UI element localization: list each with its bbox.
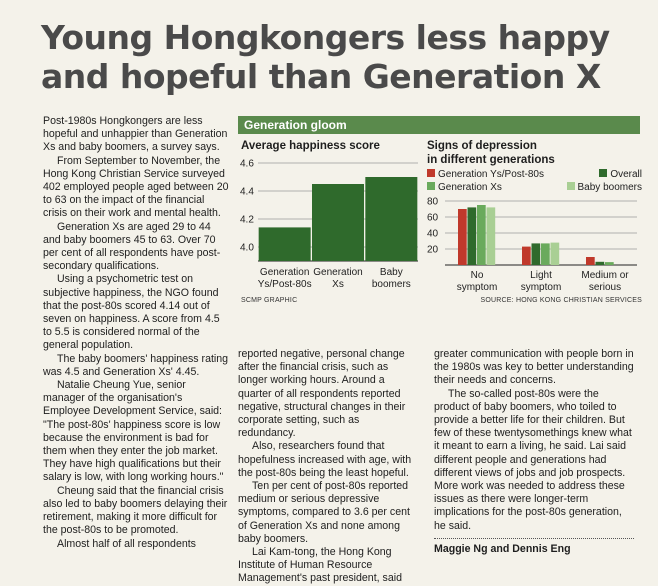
x-tick-label: Generation [313,267,363,278]
legend-label: Baby boomers [577,182,642,193]
paragraph: Also, researchers found that hopefulness increased with age, with the post-80s being the least hopeful. [238,440,412,479]
y-tick-label: 4.2 [240,214,254,226]
paragraph: Almost half of all respondents [57,537,196,550]
y-tick-label: 40 [427,228,439,240]
happiness-bar [312,184,364,261]
legend-swatch [427,169,435,177]
headline: Young Hongkongers less happy and hopeful than Generation X [41,18,610,96]
paragraph: The baby boomers' happiness rating was 4.5 and Generation Xs' 4.45. [43,352,229,378]
x-tick-label: symptom [456,282,498,293]
depression-chart-legend [427,168,642,194]
paragraph: Natalie Cheung Yue, senior manager of the organisation's Employee Development Service, said: "The post-80s' happiness score is low because the environment is bad for them when they enter the job market. They have high qualifications but their salary is low, with long working hours." [43,379,224,484]
paragraph: Using a psychometric test on subjective happiness, the NGO found that the post-80s scored 4.14 out of seven on happiness. A score from 4.5 to 5.5 is considered normal of the general population. [43,273,220,352]
legend-label: Generation Ys/Post-80s [438,169,544,180]
y-tick-label: 60 [427,212,439,224]
article-column-1 [43,115,229,551]
graphic-source: SOURCE: HONG KONG CHRISTIAN SERVICES [480,297,642,304]
depression-bar [458,209,467,265]
depression-bar [532,243,541,265]
x-tick-label: Light [530,270,552,281]
x-tick-label: Baby [379,267,403,278]
paragraph: Post-1980s Hongkongers are less hopeful and unhappier than Generation Xs and baby boomers, a survey says. [43,115,228,154]
x-tick-label: Xs [332,279,344,290]
paragraph: The so-called post-80s were the product of baby boomers, who toiled to provide a better life for their children. But few of these twentysomethings knew what it meant to earn a living, he said. Lai said different people and generations had different views of jobs and job prospects. More work was needed to address these issues as there were longer-term implications for the post-80s generation, he said. [434,387,632,532]
depression-bar [477,205,486,265]
legend-item [427,181,502,194]
legend-item [427,168,544,181]
paragraph: greater communication with people born in the 1980s was key to better understanding their needs and concerns. [434,348,634,387]
graphic-title: Generation gloom [238,116,640,134]
legend-swatch [599,169,607,177]
depression-bar [605,262,614,265]
legend-item [599,168,642,181]
happiness-chart-title: Average happiness score [241,140,380,152]
depression-chart-title [427,139,555,167]
depression-bar [586,257,595,265]
x-tick-label: Ys/Post-80s [257,279,312,290]
paragraph: Cheung said that the financial crisis also led to baby boomers delaying their retirement, making it more difficult for the post-80s to be promoted. [43,484,228,537]
depression-bar [522,247,531,265]
legend-label: Generation Xs [438,182,502,193]
paragraph: reported negative, personal change after the financial crisis, such as longer working hours. Around a quarter of all respondents reported negative, structural changes in their corporate setting, such as redundancy. [238,348,406,440]
depression-bar [468,207,477,265]
x-tick-label: symptom [520,282,562,293]
y-tick-label: 4.0 [240,242,254,254]
byline: Maggie Ng and Dennis Eng [434,538,634,556]
x-tick-label: boomers [371,279,411,290]
happiness-bar-chart [238,155,420,295]
happiness-bar [259,227,311,261]
depression-bar [596,262,605,265]
article-column-3 [434,348,634,556]
legend-swatch [427,182,435,190]
paragraph: Generation Xs are aged 29 to 44 and baby boomers 45 to 63. Over 70 per cent of all respondents have post-secondary qualifications. [43,220,221,273]
paragraph: Lai Kam-tong, the Hong Kong Institute of Human Resource Management's past president, said [238,546,402,585]
legend-item [567,181,642,194]
depression-bar [551,243,560,265]
graphic-credit: SCMP GRAPHIC [241,297,298,304]
paragraph: Ten per cent of post-80s reported medium or serious depressive symptoms, compared to 3.6 per cent of Generation Xs and none among baby boomers. [238,480,410,545]
depression-chart-title-line-1: Signs of depression [427,140,537,152]
depression-bar [541,243,550,265]
depression-chart-title-line-2: in different generations [427,154,555,166]
y-tick-label: 4.4 [240,186,254,198]
y-tick-label: 20 [427,244,439,256]
depression-bar-chart [425,195,640,295]
legend-swatch [567,182,575,190]
depression-bar [487,207,496,265]
happiness-bar [365,177,417,261]
legend-label: Overall [610,169,642,180]
paragraph: From September to November, the Hong Kong Christian Service surveyed 402 employed people aged between 20 to 63 on the impact of the financial crisis on their work and mental health. [43,154,229,220]
x-tick-label: serious [588,282,622,293]
y-tick-label: 4.6 [240,158,254,170]
x-tick-label: Generation [259,267,310,278]
y-tick-label: 80 [427,196,439,208]
article-column-2 [238,348,418,586]
x-tick-label: No [470,270,484,281]
x-tick-label: Medium or [581,270,629,281]
